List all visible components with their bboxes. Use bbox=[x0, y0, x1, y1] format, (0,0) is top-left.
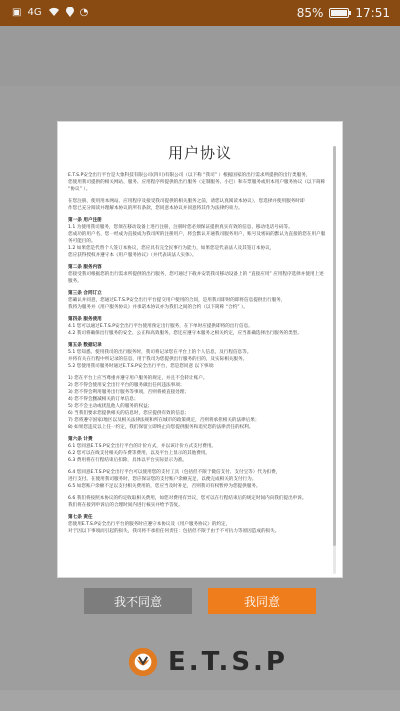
sim-icon: ▣ bbox=[12, 7, 22, 18]
agreement-line: 您确认并同意，您通过E.T.S.P安全出行平台提交用户使用的合同，是用我司即时的即将信息提供出行服务， bbox=[68, 298, 286, 303]
section-heading: 第三条 合同订立 bbox=[68, 291, 102, 296]
section-heading: 第六条 计费 bbox=[68, 437, 93, 442]
agreement-line: 4.1 您可以通过E.T.S.P安全出行平台使用预定出行服务，在下单时应提供即将的出行信息。 bbox=[68, 324, 253, 329]
agreement-line: 您接受我司根据您的出行需求所提供的出行服务，您可通过下载并安装我司移动设备上的 “直接应用” 应用程序选择并使用上述服务。 bbox=[68, 272, 324, 284]
agreement-paragraph bbox=[68, 436, 328, 464]
agreement-paragraph bbox=[68, 172, 328, 193]
agreement-line: 3) 您不得会利用服务出行服务等事项，否则将被直接处理； bbox=[68, 390, 190, 395]
agreement-paragraph bbox=[68, 290, 328, 311]
agreement-paragraph bbox=[68, 469, 328, 490]
agreement-line: 我将为服务并《用户服务协议》并承诺本协议亦为我们之间的合约（以下简称 “合约” ）。 bbox=[68, 305, 248, 310]
agreement-line: 2) 您不得会使用安全出行平台的服务做出任何违法事项； bbox=[68, 383, 185, 388]
agreement-line: 5) 您不会主动或扰乱他人的服务的权益； bbox=[68, 404, 153, 409]
agreement-line: 6.6 我们将按照本协议的约定收取相关费用，如您对费用有异议，您可以在行程结束后的规定时间内向我们提出申诉。 bbox=[68, 496, 307, 501]
brand-logo-icon bbox=[128, 644, 158, 680]
location-icon bbox=[66, 7, 74, 20]
scrollbar-thumb[interactable] bbox=[333, 146, 336, 546]
section-heading: 第一条 用户注册 bbox=[68, 218, 102, 223]
agreement-line: 您应获得授权并遵守本《用户服务协议》（并代表该法人实体）。 bbox=[68, 253, 197, 258]
battery-icon bbox=[329, 8, 349, 18]
agreement-line: 并将有关在行程中所记录的信息，用于我司为您提供出行服务的目的，及实际相关服务。 bbox=[68, 357, 248, 362]
agreement-line: 您使用E.T.S.P安全出行平台的服务时应遵守本协议及《用户服务协议》的约定， bbox=[68, 522, 231, 527]
disagree-button[interactable]: 我不同意 bbox=[84, 588, 192, 614]
clock: 17:51 bbox=[355, 6, 390, 20]
agreement-line: 作您已充分阅读并理解本协议的所有条款，您同意本协议并同意将其作为法律约束力。 bbox=[68, 206, 243, 211]
agreement-line: 1.2 如果您是代替个人签订本协议，您应具有完全民事行为能力，如果您是代表法人及其签订本协议， bbox=[68, 246, 275, 251]
section-heading: 第五条 数据记录 bbox=[68, 343, 102, 348]
agreement-line: 进行支付。在使用我司服务时，您应保证您的支付账户余额充足，以便完成相关的支付行为。 bbox=[68, 477, 257, 482]
agreement-line: 8) 如果您违反以上任一约定，我们保留立即终止向您提供服务和追究您的法律责任的权利。 bbox=[68, 425, 254, 430]
agreement-paragraph bbox=[68, 264, 328, 285]
agreement-line: 7) 您将遵守国家/地区以及相关法律法规和所在城市的政策规定，否则将承担相关的法律后果； bbox=[68, 418, 260, 423]
brand-name: E.T.S.P bbox=[168, 647, 288, 677]
signal-icon: 4G bbox=[27, 7, 42, 18]
header-dim-area bbox=[0, 26, 400, 86]
agreement-line: 您使用我司提供的相关网站、服务、应用程序所提供的出行服务（定制服务、小巴）和车票服务或用本用户服务协议（以下简称 “协议” ）。 bbox=[68, 180, 326, 192]
agreement-line: 4.2 我司将确保出行服务的安全、公正和高效服务。您还应遵守本服务之相关约定，应当准确选择出行服务的类型。 bbox=[68, 331, 302, 336]
section-heading: 第七条 责任 bbox=[68, 515, 93, 520]
agreement-line: 1.1 为使用我司服务，您须在移动设备上进行注册，注册时您必须保证提供真实有效的信息，移动电话号码等。 bbox=[68, 225, 293, 230]
agreement-line: 6.3 费用将在行程结束后扣除，具体以平台实际显示为准。 bbox=[68, 458, 188, 463]
alarm-icon: ◔ bbox=[79, 7, 89, 18]
agreement-line: E.T.S.P安全出行平台是大象科技有限公司(四川)有限公司（以下称 “我司” ）根据国家的出行需求所提供的出行类服务， bbox=[68, 173, 311, 178]
agreement-line: 1) 您在平台上应当尊重并遵守用户服务的规定，并且不会转让账户。 bbox=[68, 376, 208, 381]
battery-level bbox=[331, 10, 346, 16]
agreement-line: 6.1 您同意E.T.S.P安全出行平台的计价方式，并以该计价方式支付费用。 bbox=[68, 444, 217, 449]
agree-button[interactable]: 我同意 bbox=[208, 588, 316, 614]
agreement-line: 4) 您不得会删减相关的订单信息； bbox=[68, 397, 139, 402]
agreement-paragraph bbox=[68, 316, 328, 337]
wifi-icon bbox=[48, 7, 60, 20]
agreement-line: 5.1 您知悉、使用我司的出行服务时，我司将记录您在平台上的个人信息，及行程信息等。 bbox=[68, 350, 252, 355]
agreement-paragraph bbox=[68, 342, 328, 370]
status-bar bbox=[0, 0, 400, 26]
agreement-paragraph bbox=[68, 495, 328, 509]
agreement-line: 在您注册、使用用本网站、应用程序及接受我司提供的相关服务之前，请您认真阅读本协议），您选择并使用服务时即 bbox=[68, 199, 305, 204]
section-heading: 第四条 服务使用 bbox=[68, 317, 102, 322]
agreement-text[interactable] bbox=[68, 172, 328, 574]
agreement-paragraph bbox=[68, 514, 328, 535]
agreement-line: 6.2 您可以在线支付相关的车费等费用，以及平台上显示的其他费用。 bbox=[68, 451, 210, 456]
agreement-line: 6.5 如您账户余额不足以支付相关费用的，您应当及时补足，否则我司有权暂停为您提供服务。 bbox=[68, 484, 261, 489]
agreement-line: 我们将在接到申诉后的合理时间内进行核实并给予答复。 bbox=[68, 503, 183, 508]
status-bar-left bbox=[12, 7, 88, 20]
agreement-paragraph bbox=[68, 375, 328, 431]
agreement-paragraph bbox=[68, 198, 328, 212]
brand-footer bbox=[128, 642, 288, 682]
agreement-paragraph bbox=[68, 217, 328, 259]
section-heading: 第二条 服务内容 bbox=[68, 265, 102, 270]
agreement-line: 您成功的用户名、您一经成为直接成为我司所的注册用户，将会默认开通我司服务用户，账号及密码的默认为直接的您在用户服务可能目的。 bbox=[68, 232, 326, 244]
status-bar-right bbox=[297, 6, 390, 20]
action-buttons bbox=[0, 588, 400, 616]
dialog-title: 用户协议 bbox=[167, 144, 232, 162]
agreement-line: 6) 当我们要求您提供相关的信息时，您应提供有效的信息； bbox=[68, 411, 190, 416]
agreement-line: 对于因以下事项而引起的损失，我司将不承担任何责任：包括但不限于由于不可抗力等原因造成的损失。 bbox=[68, 529, 280, 534]
agreement-line: 6.4 您同意E.T.S.P安全出行平台可以使用您的支付工具（包括但不限于微信支付、支付宝等）代为扣费， bbox=[68, 470, 281, 475]
agreement-dialog bbox=[58, 122, 342, 577]
bottom-dim-area bbox=[0, 690, 400, 711]
agreement-line: 5.2 您使用我司服务时通过E.T.S.P安全出行平台，您是您同意 以下事项: bbox=[68, 364, 215, 369]
battery-percent: 85% bbox=[296, 6, 324, 20]
